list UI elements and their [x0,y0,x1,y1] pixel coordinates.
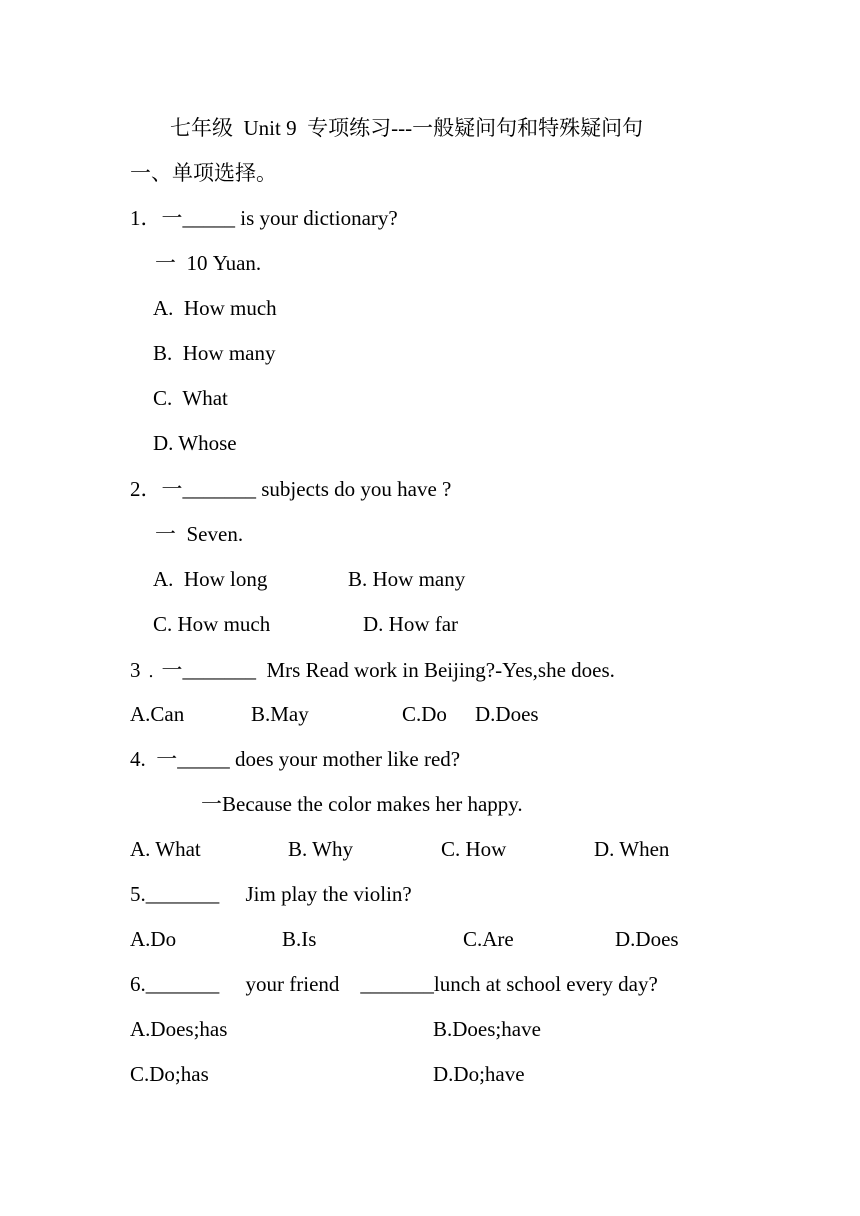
question-2-option-b: B. How many [348,567,466,591]
question-4-option-c: C. How [441,837,507,861]
question-6-option-a: A.Does;has [130,1017,228,1041]
question-3-option-c: C.Do [402,702,447,726]
question-3-stem: 3﹒一_______ Mrs Read work in Beijing?-Yes,she does. [130,658,615,682]
page-title: 七年级 Unit 9 专项练习---一般疑问句和特殊疑问句 [170,116,644,140]
question-3-option-b: B.May [251,702,309,726]
question-4-option-a: A. What [130,837,201,861]
question-3-option-d: D.Does [475,702,539,726]
question-1-stem: 1．一_____ is your dictionary? [130,206,398,230]
question-6-option-d: D.Do;have [433,1062,525,1086]
question-4-option-d: D. When [594,837,670,861]
question-4-stem: 4. 一_____ does your mother like red? [130,747,461,771]
question-5-option-b: B.Is [282,927,317,951]
question-1-option-b: B. How many [153,341,276,365]
question-2-stem: 2．一_______ subjects do you have ? [130,477,452,501]
question-6-stem: 6._______ your friend _______lunch at school every day? [130,972,658,996]
question-5-stem: 5._______ Jim play the violin? [130,882,412,906]
question-5-option-c: C.Are [463,927,514,951]
question-4-option-b: B. Why [288,837,353,861]
question-4-answer: 一Because the color makes her happy. [201,792,523,816]
question-5-option-a: A.Do [130,927,177,951]
section-heading: 一、单项选择。 [130,161,277,185]
question-1-option-d: D. Whose [153,431,237,455]
question-1-option-c: C. What [153,386,228,410]
question-6-option-c: C.Do;has [130,1062,209,1086]
question-3-option-a: A.Can [130,702,185,726]
question-5-option-d: D.Does [615,927,679,951]
question-2-option-a: A. How long [153,567,268,591]
question-1-option-a: A. How much [153,296,277,320]
question-2-answer: 一 Seven. [155,522,244,546]
question-2-option-d: D. How far [363,612,459,636]
question-1-answer: 一 10 Yuan. [155,251,262,275]
question-6-option-b: B.Does;have [433,1017,541,1041]
question-2-option-c: C. How much [153,612,271,636]
